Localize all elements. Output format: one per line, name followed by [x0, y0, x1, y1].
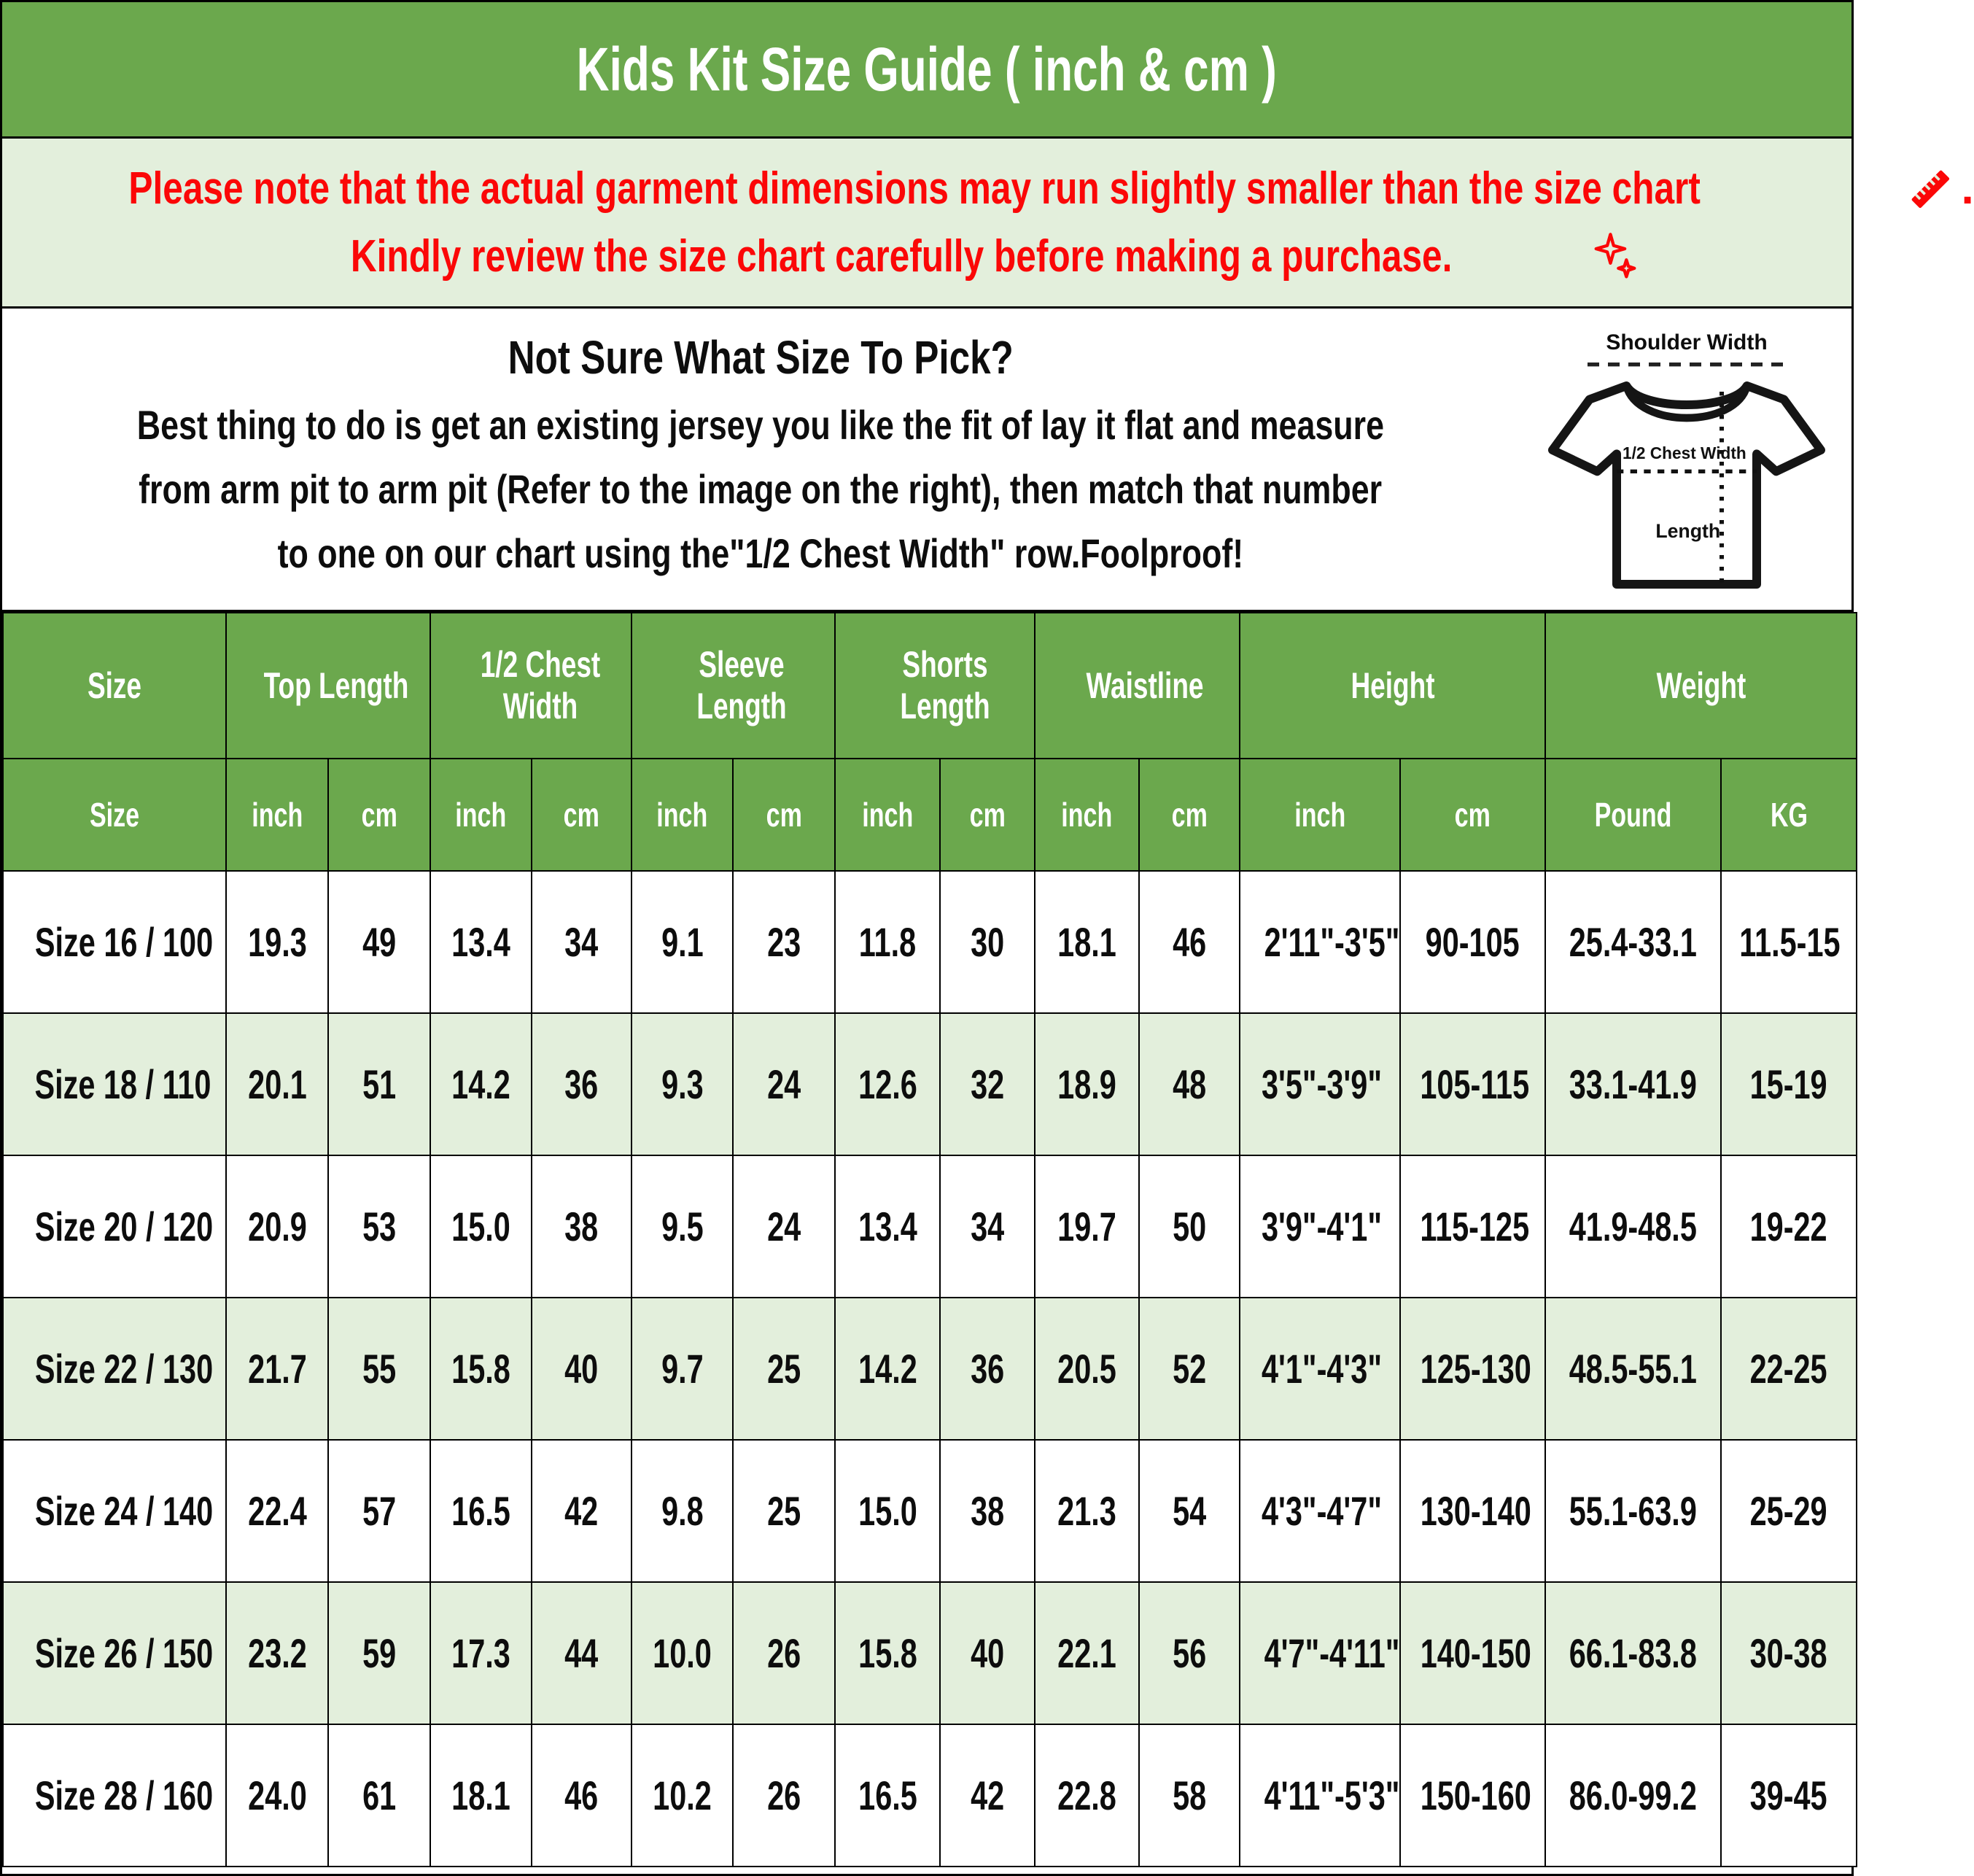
- cell-value: 10.2: [653, 1772, 712, 1818]
- table-cell: [733, 1155, 835, 1298]
- table-cell: [1400, 1013, 1545, 1155]
- table-cell: [532, 871, 632, 1013]
- cell-value: 41.9-48.5: [1569, 1203, 1698, 1249]
- cell-value: 21.3: [1057, 1488, 1116, 1534]
- table-cell: [1721, 871, 1857, 1013]
- subheader-unit: cm: [532, 759, 632, 871]
- table-row: [3, 1013, 1857, 1155]
- cell-value: 53: [362, 1203, 397, 1249]
- row-size-label: [3, 871, 226, 1013]
- cell-value: 115-125: [1420, 1203, 1530, 1249]
- row-size-label: [3, 1724, 226, 1867]
- table-cell: [430, 1155, 532, 1298]
- cell-value: 15.0: [858, 1488, 917, 1534]
- cell-value: 20.1: [247, 1061, 307, 1107]
- cell-value: 46: [564, 1772, 599, 1818]
- row-size-label: [3, 1582, 226, 1724]
- cell-value: 51: [362, 1061, 397, 1107]
- cell-value: 9.3: [661, 1061, 704, 1107]
- table-cell: [1240, 1440, 1400, 1582]
- table-cell: [1035, 1724, 1139, 1867]
- table-cell: [1240, 1013, 1400, 1155]
- cell-value: 13.4: [451, 919, 510, 965]
- table-cell: [226, 1582, 328, 1724]
- table-cell: [632, 1440, 733, 1582]
- table-cell: [1035, 1582, 1139, 1724]
- subheader-unit: cm: [328, 759, 430, 871]
- cell-value: 20.5: [1057, 1346, 1116, 1392]
- cell-value: 42: [564, 1488, 599, 1534]
- cell-value: 56: [1172, 1630, 1207, 1676]
- cell-value: Size 28 / 160: [34, 1772, 214, 1818]
- table-cell: [1400, 871, 1545, 1013]
- cell-value: 24: [766, 1203, 801, 1249]
- table-cell: [835, 871, 940, 1013]
- cell-value: 66.1-83.8: [1569, 1630, 1698, 1676]
- notice-text-2: Kindly review the size chart carefully before making a purchase.: [350, 231, 1453, 282]
- header-top-length: Top Length: [226, 613, 430, 759]
- cell-value: 19.3: [247, 919, 307, 965]
- cell-value: 59: [362, 1630, 397, 1676]
- table-cell: [532, 1298, 632, 1440]
- sparkles-icon: [1590, 231, 1641, 282]
- cell-value: 26: [766, 1630, 801, 1676]
- table-cell: [430, 1013, 532, 1155]
- cell-value: 34: [564, 919, 599, 965]
- table-row: [3, 1440, 1857, 1582]
- subheader-unit: inch: [1035, 759, 1139, 871]
- cell-value: 32: [970, 1061, 1005, 1107]
- table-cell: [632, 1013, 733, 1155]
- table-row: [3, 871, 1857, 1013]
- table-cell: [328, 1298, 430, 1440]
- cell-value: 4'3"-4'7": [1261, 1488, 1382, 1534]
- notice-line-1: [0, 163, 1974, 215]
- table-cell: [1721, 1155, 1857, 1298]
- cell-value: 33.1-41.9: [1569, 1061, 1698, 1107]
- table-cell: [430, 871, 532, 1013]
- table-cell: [532, 1440, 632, 1582]
- chest-width-label: 1/2 Chest Width: [1623, 443, 1746, 462]
- table-cell: [1035, 1440, 1139, 1582]
- table-cell: [1240, 1582, 1400, 1724]
- table-cell: [835, 1440, 940, 1582]
- table-cell: [328, 1440, 430, 1582]
- cell-value: 20.9: [247, 1203, 307, 1249]
- tshirt-measure-illustration: [1541, 357, 1833, 596]
- table-cell: [632, 871, 733, 1013]
- table-cell: [1139, 1013, 1240, 1155]
- cell-value: 22.4: [247, 1488, 307, 1534]
- cell-value: 105-115: [1420, 1061, 1530, 1107]
- cell-value: 13.4: [858, 1203, 917, 1249]
- table-cell: [835, 1013, 940, 1155]
- table-cell: [1139, 1440, 1240, 1582]
- cell-value: 38: [564, 1203, 599, 1249]
- info-line-3: to one on our chart using the"1/2 Chest Width" row.Foolproof!: [277, 530, 1244, 576]
- cell-value: 44: [564, 1630, 599, 1676]
- cell-value: 52: [1172, 1346, 1207, 1392]
- table-cell: [226, 1298, 328, 1440]
- cell-value: 125-130: [1420, 1346, 1531, 1392]
- cell-value: 16.5: [451, 1488, 510, 1534]
- table-cell: [1721, 1013, 1857, 1155]
- cell-value: 50: [1172, 1203, 1207, 1249]
- cell-value: 25-29: [1749, 1488, 1827, 1534]
- table-cell: [1721, 1440, 1857, 1582]
- table-cell: [632, 1582, 733, 1724]
- table-cell: [532, 1155, 632, 1298]
- table-cell: [733, 1298, 835, 1440]
- table-cell: [632, 1298, 733, 1440]
- table-cell: [632, 1724, 733, 1867]
- cell-value: 55: [362, 1346, 397, 1392]
- cell-value: 22.1: [1057, 1630, 1116, 1676]
- header-waistline: Waistline: [1035, 613, 1240, 759]
- table-cell: [1035, 1155, 1139, 1298]
- row-size-label: [3, 1440, 226, 1582]
- shoulder-width-label: Shoulder Width: [1606, 330, 1768, 354]
- table-cell: [328, 1013, 430, 1155]
- table-cell: [226, 1440, 328, 1582]
- cell-value: 9.5: [661, 1203, 704, 1249]
- cell-value: 11.5-15: [1739, 919, 1841, 965]
- table-cell: [733, 871, 835, 1013]
- cell-value: 4'11"-5'3": [1264, 1772, 1400, 1818]
- cell-value: 57: [362, 1488, 397, 1534]
- table-cell: [226, 871, 328, 1013]
- table-cell: [835, 1155, 940, 1298]
- subheader-unit: cm: [1400, 759, 1545, 871]
- size-table-body: [3, 871, 1857, 1867]
- subheader-size: Size: [3, 759, 226, 871]
- subheader-unit: Pound: [1545, 759, 1721, 871]
- table-cell: [1400, 1155, 1545, 1298]
- cell-value: 11.8: [858, 919, 917, 965]
- cell-value: 12.6: [858, 1061, 917, 1107]
- table-cell: [1240, 1298, 1400, 1440]
- info-line-2: from arm pit to arm pit (Refer to the image on the right), then match that number: [139, 466, 1383, 512]
- cell-value: 9.8: [661, 1488, 704, 1534]
- cell-value: 19.7: [1057, 1203, 1116, 1249]
- table-cell: [940, 1013, 1035, 1155]
- cell-value: 17.3: [451, 1630, 510, 1676]
- cell-value: 15-19: [1749, 1061, 1827, 1107]
- table-cell: [940, 1155, 1035, 1298]
- table-row: [3, 1582, 1857, 1724]
- subheader-unit: cm: [940, 759, 1035, 871]
- cell-value: 24.0: [247, 1772, 307, 1818]
- table-row: [3, 1298, 1857, 1440]
- length-label: Length: [1655, 520, 1721, 542]
- table-cell: [1139, 1298, 1240, 1440]
- table-cell: [940, 1582, 1035, 1724]
- subheader-unit: inch: [430, 759, 532, 871]
- table-cell: [733, 1440, 835, 1582]
- subheader-unit: inch: [1240, 759, 1400, 871]
- table-cell: [1721, 1298, 1857, 1440]
- table-cell: [1721, 1724, 1857, 1867]
- cell-value: 30-38: [1749, 1630, 1827, 1676]
- header-size: Size: [3, 613, 226, 759]
- cell-value: 34: [970, 1203, 1005, 1249]
- header-height: Height: [1240, 613, 1545, 759]
- cell-value: Size 26 / 150: [34, 1630, 214, 1676]
- table-cell: [1139, 1724, 1240, 1867]
- cell-value: 49: [362, 919, 397, 965]
- table-cell: [733, 1013, 835, 1155]
- cell-value: 15.8: [858, 1630, 917, 1676]
- table-cell: [328, 871, 430, 1013]
- table-cell: [226, 1724, 328, 1867]
- subheader-unit: KG: [1721, 759, 1857, 871]
- table-cell: [532, 1582, 632, 1724]
- page-title: Kids Kit Size Guide ( inch & cm ): [576, 34, 1278, 104]
- notice-period: .: [1961, 163, 1974, 214]
- cell-value: 36: [970, 1346, 1005, 1392]
- cell-value: 21.7: [247, 1346, 307, 1392]
- table-cell: [532, 1724, 632, 1867]
- header-weight: Weight: [1545, 613, 1857, 759]
- cell-value: 39-45: [1749, 1772, 1827, 1818]
- cell-value: 22-25: [1749, 1346, 1827, 1392]
- cell-value: 48.5-55.1: [1569, 1346, 1698, 1392]
- cell-value: Size 24 / 140: [34, 1488, 214, 1534]
- table-cell: [532, 1013, 632, 1155]
- table-cell: [1545, 1582, 1721, 1724]
- table-cell: [835, 1724, 940, 1867]
- table-cell: [430, 1298, 532, 1440]
- cell-value: 140-150: [1420, 1630, 1531, 1676]
- cell-value: 38: [970, 1488, 1005, 1534]
- cell-value: Size 18 / 110: [34, 1061, 211, 1107]
- cell-value: 48: [1172, 1061, 1207, 1107]
- row-size-label: [3, 1155, 226, 1298]
- info-heading: Not Sure What Size To Pick?: [508, 331, 1014, 384]
- subheader-unit: cm: [1139, 759, 1240, 871]
- table-cell: [940, 871, 1035, 1013]
- tshirt-diagram: [1541, 330, 1833, 600]
- cell-value: 18.9: [1057, 1061, 1116, 1107]
- cell-value: 10.0: [653, 1630, 712, 1676]
- cell-value: 9.7: [661, 1346, 704, 1392]
- table-cell: [1035, 871, 1139, 1013]
- cell-value: 61: [362, 1772, 397, 1818]
- cell-value: 36: [564, 1061, 599, 1107]
- cell-value: 130-140: [1420, 1488, 1531, 1534]
- table-row: [3, 1724, 1857, 1867]
- table-cell: [1240, 871, 1400, 1013]
- cell-value: 40: [970, 1630, 1005, 1676]
- cell-value: 25: [766, 1346, 801, 1392]
- table-cell: [430, 1440, 532, 1582]
- row-size-label: [3, 1298, 226, 1440]
- cell-value: 15.8: [451, 1346, 510, 1392]
- table-cell: [1400, 1724, 1545, 1867]
- table-cell: [835, 1298, 940, 1440]
- table-cell: [1545, 1440, 1721, 1582]
- cell-value: 3'9"-4'1": [1261, 1203, 1382, 1249]
- cell-value: 42: [970, 1772, 1005, 1818]
- subheader-unit: inch: [226, 759, 328, 871]
- cell-value: 4'7"-4'11": [1264, 1630, 1400, 1676]
- cell-value: 25: [766, 1488, 801, 1534]
- cell-value: 18.1: [451, 1772, 510, 1818]
- cell-value: 24: [766, 1061, 801, 1107]
- cell-value: 25.4-33.1: [1569, 919, 1698, 965]
- subheader-unit: inch: [632, 759, 733, 871]
- header-group-row: [3, 613, 1857, 759]
- cell-value: 26: [766, 1772, 801, 1818]
- table-cell: [733, 1724, 835, 1867]
- cell-value: 4'1"-4'3": [1261, 1346, 1382, 1392]
- cell-value: 30: [970, 919, 1005, 965]
- cell-value: 40: [564, 1346, 599, 1392]
- cell-value: Size 16 / 100: [34, 919, 214, 965]
- cell-value: 16.5: [858, 1772, 917, 1818]
- cell-value: 14.2: [451, 1061, 510, 1107]
- cell-value: 15.0: [451, 1203, 510, 1249]
- header-half-chest-width: 1/2 Chest Width: [430, 613, 632, 759]
- table-cell: [1545, 1298, 1721, 1440]
- table-cell: [430, 1582, 532, 1724]
- cell-value: 46: [1172, 919, 1207, 965]
- subheader-unit: cm: [733, 759, 835, 871]
- table-cell: [328, 1724, 430, 1867]
- table-cell: [1139, 871, 1240, 1013]
- table-cell: [835, 1582, 940, 1724]
- cell-value: 3'5"-3'9": [1261, 1061, 1382, 1107]
- table-cell: [632, 1155, 733, 1298]
- table-cell: [940, 1724, 1035, 1867]
- cell-value: 90-105: [1425, 919, 1520, 965]
- cell-value: 86.0-99.2: [1569, 1772, 1698, 1818]
- header-unit-row: [3, 759, 1857, 871]
- table-cell: [1400, 1440, 1545, 1582]
- cell-value: Size 20 / 120: [34, 1203, 214, 1249]
- table-cell: [1545, 1724, 1721, 1867]
- subheader-unit: inch: [835, 759, 940, 871]
- title-bar: [2, 2, 1851, 139]
- notice-bar: [2, 139, 1974, 309]
- table-cell: [940, 1440, 1035, 1582]
- table-cell: [430, 1724, 532, 1867]
- table-cell: [1139, 1582, 1240, 1724]
- cell-value: 22.8: [1057, 1772, 1116, 1818]
- cell-value: 14.2: [858, 1346, 917, 1392]
- row-size-label: [3, 1013, 226, 1155]
- table-cell: [1240, 1155, 1400, 1298]
- table-cell: [940, 1298, 1035, 1440]
- table-cell: [1035, 1013, 1139, 1155]
- cell-value: 150-160: [1420, 1772, 1531, 1818]
- table-cell: [328, 1582, 430, 1724]
- table-cell: [328, 1155, 430, 1298]
- table-cell: [1545, 1013, 1721, 1155]
- notice-text-1: Please note that the actual garment dimensions may run slightly smaller than the size chart: [128, 163, 1701, 214]
- cell-value: 2'11"-3'5": [1264, 919, 1400, 965]
- table-cell: [1400, 1582, 1545, 1724]
- cell-value: 58: [1172, 1772, 1207, 1818]
- table-cell: [1721, 1582, 1857, 1724]
- cell-value: 23.2: [247, 1630, 307, 1676]
- table-cell: [226, 1013, 328, 1155]
- ruler-icon: [1906, 165, 1954, 213]
- table-cell: [733, 1582, 835, 1724]
- table-cell: [1400, 1298, 1545, 1440]
- cell-value: 19-22: [1749, 1203, 1827, 1249]
- notice-line-2: [213, 231, 1641, 282]
- header-shorts-length: Shorts Length: [835, 613, 1035, 759]
- table-cell: [1545, 1155, 1721, 1298]
- table-cell: [1240, 1724, 1400, 1867]
- info-section: [2, 309, 1851, 612]
- table-row: [3, 1155, 1857, 1298]
- cell-value: 55.1-63.9: [1569, 1488, 1698, 1534]
- header-sleeve-length: Sleeve Length: [632, 613, 835, 759]
- table-cell: [1545, 871, 1721, 1013]
- cell-value: 54: [1172, 1488, 1207, 1534]
- table-cell: [1139, 1155, 1240, 1298]
- size-table: [2, 612, 1857, 1867]
- info-line-1: Best thing to do is get an existing jersey you like the fit of lay it flat and measure: [136, 402, 1385, 448]
- table-cell: [1035, 1298, 1139, 1440]
- table-cell: [226, 1155, 328, 1298]
- cell-value: 18.1: [1057, 919, 1116, 965]
- cell-value: 23: [766, 919, 801, 965]
- cell-value: 9.1: [661, 919, 704, 965]
- cell-value: Size 22 / 130: [34, 1346, 214, 1392]
- info-text-block: [2, 330, 1519, 577]
